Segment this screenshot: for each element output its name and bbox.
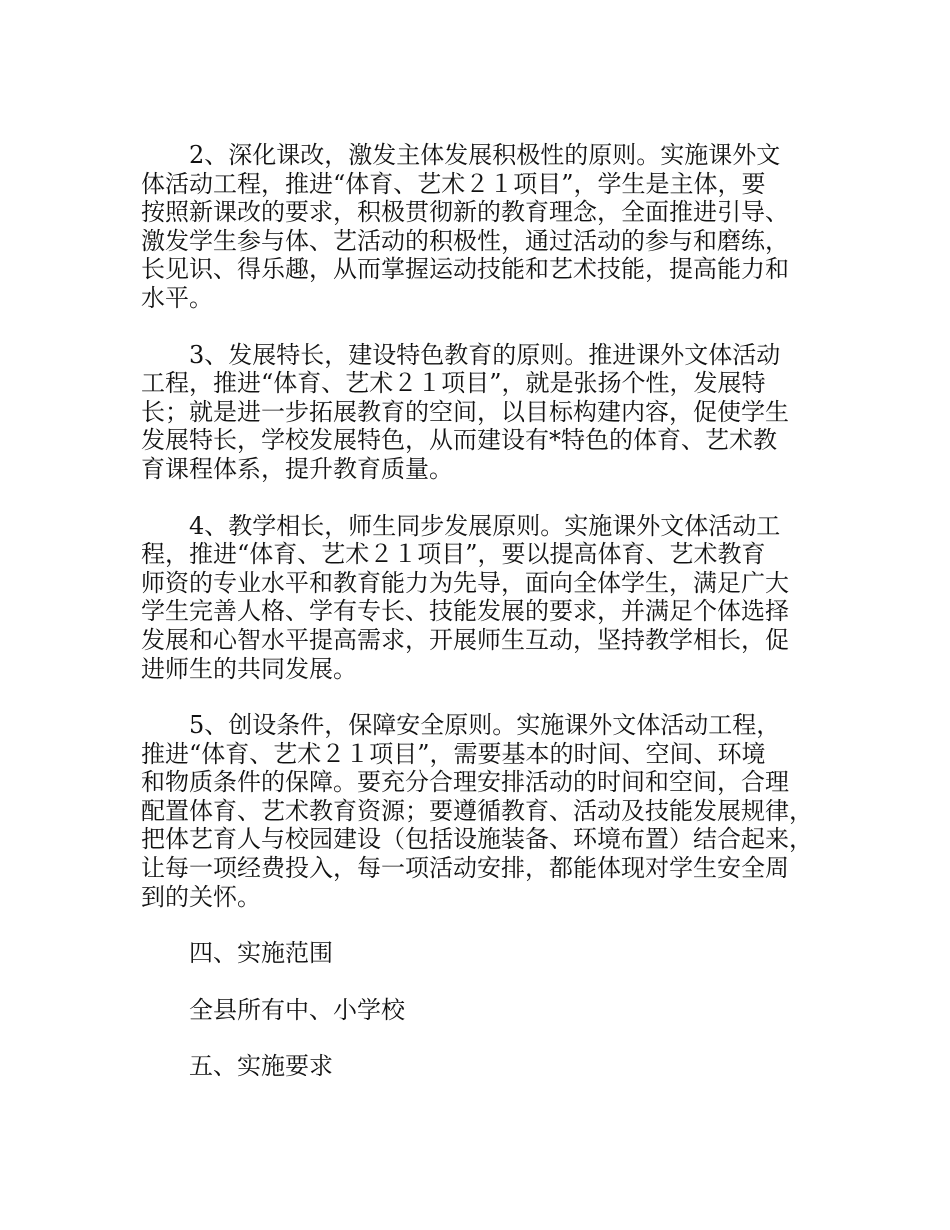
text-line: 水平。	[141, 283, 213, 312]
text-line: 发展特长，学校发展特色，从而建设有*特色的体育、艺术教	[141, 426, 777, 455]
text-line: 进师生的共同发展。	[141, 654, 357, 683]
document-body	[141, 141, 821, 1109]
section-heading-requirements: 五、实施要求	[189, 1052, 333, 1081]
paragraph-principle-2	[141, 141, 821, 313]
text-line: 长；就是进一步拓展教育的空间，以目标构建内容，促使学生	[141, 397, 789, 426]
text-line: 激发学生参与体、艺活动的积极性，通过活动的参与和磨练，	[141, 226, 789, 255]
text-line: 到的关怀。	[141, 882, 261, 911]
text-line: 把体艺育人与校园建设（包括设施装备、环境布置）结合起来，	[141, 825, 813, 854]
text-line: 体活动工程，推进“体育、艺术２１项目”，学生是主体，要	[141, 169, 766, 198]
text-line: 长见识、得乐趣，从而掌握运动技能和艺术技能，提高能力和	[141, 255, 789, 284]
text-line: 发展和心智水平提高需求，开展师生互动，坚持教学相长，促	[141, 625, 789, 654]
text-line: 配置体育、艺术教育资源；要遵循教育、活动及技能发展规律，	[141, 796, 813, 825]
text-line: 工程，推进“体育、艺术２１项目”，就是张扬个性，发展特	[141, 369, 766, 398]
text-line: 让每一项经费投入，每一项活动安排，都能体现对学生安全周	[141, 854, 789, 883]
text-line: 推进“体育、艺术２１项目”，需要基本的时间、空间、环境	[141, 739, 766, 768]
section-body-scope: 全县所有中、小学校	[189, 995, 405, 1024]
text-line: 和物质条件的保障。要充分合理安排活动的时间和空间，合理	[141, 768, 789, 797]
text-line: 育课程体系，提升教育质量。	[141, 454, 453, 483]
text-line: 3、发展特长，建设特色教育的原则。推进课外文体活动	[189, 340, 781, 369]
section-heading-scope: 四、实施范围	[189, 939, 333, 968]
text-line: 程，推进“体育、艺术２１项目”，要以提高体育、艺术教育	[141, 540, 766, 569]
text-line: 4、教学相长，师生同步发展原则。实施课外文体活动工	[189, 511, 781, 540]
paragraph-principle-3	[141, 341, 821, 484]
text-line: 5、创设条件，保障安全原则。实施课外文体活动工程，	[189, 711, 781, 740]
paragraph-principle-4	[141, 512, 821, 684]
text-line: 师资的专业水平和教育能力为先导，面向全体学生，满足广大	[141, 568, 789, 597]
text-line: 2、深化课改，激发主体发展积极性的原则。实施课外文	[189, 141, 781, 169]
text-line: 学生完善人格、学有专长、技能发展的要求，并满足个体选择	[141, 597, 789, 626]
text-line: 按照新课改的要求，积极贯彻新的教育理念，全面推进引导、	[141, 198, 789, 227]
paragraph-principle-5	[141, 711, 821, 911]
